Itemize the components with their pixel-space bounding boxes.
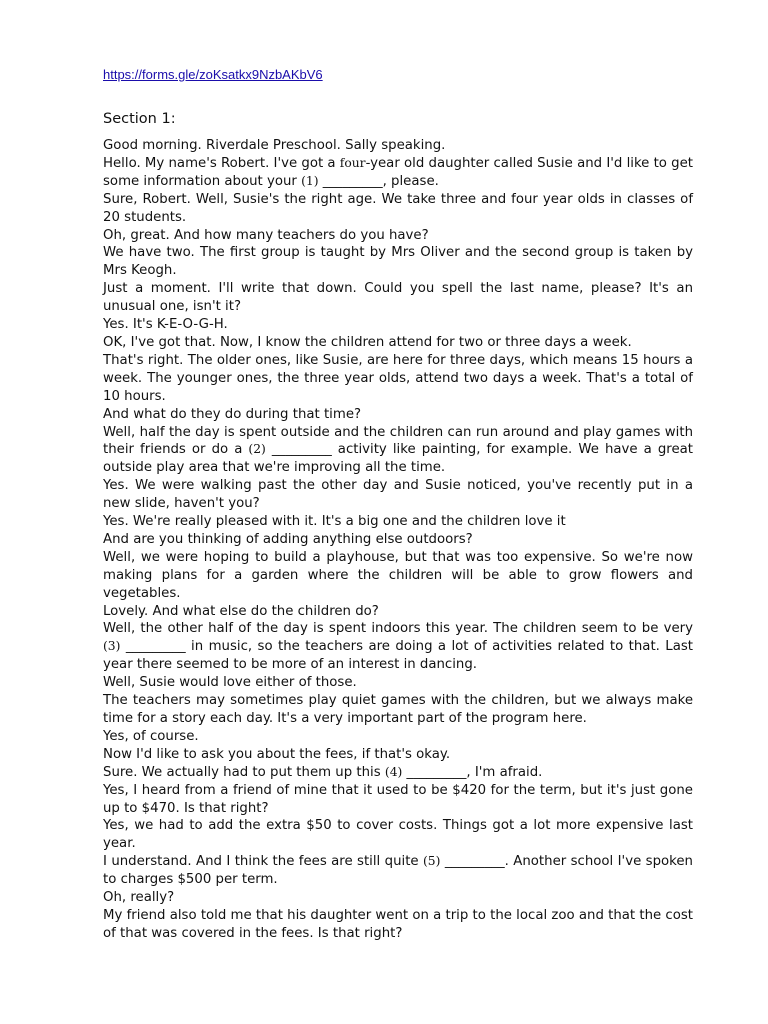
transcript-line: Yes. We're really pleased with it. It's a big one and the children love it <box>103 514 566 530</box>
transcript-line: Well, Susie would love either of those. <box>103 675 357 691</box>
transcript-line: And are you thinking of adding anything else outdoors? <box>103 531 473 547</box>
transcript-line: My friend also told me that his daughter went on a trip to the local zoo and that the cost of that was covered in the fees. Is that right? <box>103 907 693 941</box>
transcript-line: Well, we were hoping to build a playhouse, but that was too expensive. So we're now making plans for a garden where the children will be able to grow flowers and vegetables. <box>103 549 693 601</box>
transcript-line: I understand. And I think the fees are still quite (5) _________. Another school I've spoken to charges $500 per term. <box>103 854 693 888</box>
transcript-line: Sure, Robert. Well, Susie's the right age. We take three and four year olds in classes of 20 students. <box>103 191 693 225</box>
transcript-line: Lovely. And what else do the children do? <box>103 603 379 619</box>
transcript <box>103 137 693 943</box>
transcript-line: Just a moment. I'll write that down. Could you spell the last name, please? It's an unusual one, isn't it? <box>103 281 693 315</box>
transcript-line: Yes, we had to add the extra $50 to cover costs. Things got a lot more expensive last year. <box>103 818 693 852</box>
transcript-line: Good morning. Riverdale Preschool. Sally speaking. <box>103 138 446 153</box>
transcript-line: We have two. The first group is taught by Mrs Oliver and the second group is taken by Mrs Keogh. <box>103 245 693 279</box>
form-link[interactable]: https://forms.gle/zoKsatkx9NzbAKbV6 <box>103 67 323 82</box>
transcript-line: Oh, really? <box>103 890 175 906</box>
transcript-line: Well, the other half of the day is spent indoors this year. The children seem to be very (3) _________ in music, so the teachers are doing a lot of activities related to that. Last year there seemed to be more of an interest in dancing. <box>103 621 693 673</box>
transcript-line: That's right. The older ones, like Susie, are here for three days, which means 15 hours a week. The younger ones, the three year olds, attend two days a week. That's a total of 10 hours. <box>103 352 693 404</box>
transcript-line: OK, I've got that. Now, I know the children attend for two or three days a week. <box>103 334 632 350</box>
transcript-line: Yes. It's K-E-O-G-H. <box>103 317 228 333</box>
transcript-line: Yes, of course. <box>103 728 199 744</box>
transcript-line: Yes. We were walking past the other day and Susie noticed, you've recently put in a new slide, haven't you? <box>103 478 693 512</box>
transcript-line: The teachers may sometimes play quiet games with the children, but we always make time for a story each day. It's a very important part of the program here. <box>103 693 693 726</box>
transcript-line: Oh, great. And how many teachers do you have? <box>103 227 429 243</box>
transcript-line: Now I'd like to ask you about the fees, if that's okay. <box>103 746 451 762</box>
document-page <box>103 66 693 943</box>
section-heading: Section 1: <box>103 111 176 127</box>
transcript-line: Yes, I heard from a friend of mine that it used to be $420 for the term, but it's just gone up to $470. Is that right? <box>103 782 693 816</box>
transcript-line: And what do they do during that time? <box>103 406 362 422</box>
transcript-line: Well, half the day is spent outside and the children can run around and play games with their friends or do a (2) _________ activity like painting, for example. We have a great outside play area that we're improving all the time. <box>103 424 693 476</box>
transcript-line: Sure. We actually had to put them up this (4) _________, I'm afraid. <box>103 764 543 780</box>
transcript-line: Hello. My name's Robert. I've got a four-year old daughter called Susie and I'd like to get some information about your (1) _________, please. <box>103 155 693 189</box>
